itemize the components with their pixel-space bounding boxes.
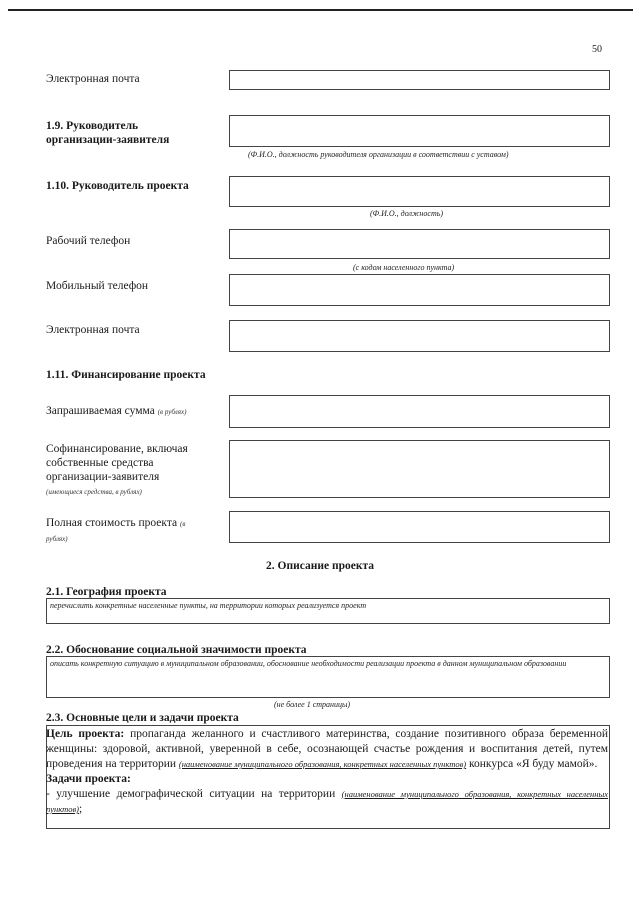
s22-hint: описать конкретную ситуацию в муниципальном образовании, обоснование необходимости реализации проекта в данном муниципальном образовании <box>50 659 567 668</box>
s22-caption: (не более 1 страницы) <box>274 700 351 709</box>
work-phone-field[interactable] <box>229 229 610 259</box>
mobile-label: Мобильный телефон <box>46 280 149 292</box>
total-field[interactable] <box>229 511 610 543</box>
task1-text: - улучшение демографической ситуации на территории <box>46 788 342 800</box>
page-number: 50 <box>592 44 602 55</box>
s22-title: 2.2. Обоснование социальной значимости проекта <box>46 644 307 656</box>
s22-box[interactable] <box>46 656 610 698</box>
head-proj-field[interactable] <box>229 176 610 207</box>
task1-hint: (наименование муниципального образования, конкретных населенных пунктов) <box>46 789 608 814</box>
cofinance-label-text: Софинансирование, включая собственные средства организации-заявителя <box>46 443 188 483</box>
s21-box[interactable] <box>46 598 610 624</box>
s23-content <box>46 727 608 817</box>
cofinance-label <box>46 442 211 499</box>
email2-field[interactable] <box>229 320 610 352</box>
total-label <box>46 516 206 546</box>
s21-title: 2.1. География проекта <box>46 586 167 598</box>
head-org-field[interactable] <box>229 115 610 147</box>
total-label-text: Полная стоимость проекта <box>46 517 178 529</box>
email2-label: Электронная почта <box>46 324 140 336</box>
work-phone-label: Рабочий телефон <box>46 235 131 247</box>
cofinance-field[interactable] <box>229 440 610 498</box>
head-proj-caption: (Ф.И.О., должность) <box>370 209 444 218</box>
goal-end: конкурса «Я буду мамой». <box>466 758 598 770</box>
s23-title: 2.3. Основные цели и задачи проекта <box>46 712 239 724</box>
goal-label: Цель проекта: <box>46 728 125 740</box>
head-org-label: 1.9. Руководитель организации-заявителя <box>46 120 170 146</box>
task1-end: ; <box>79 803 83 815</box>
work-phone-caption: (с кодом населенного пункта) <box>353 263 455 272</box>
goal-hint: (наименование муниципального образования, конкретных населенных пунктов) <box>178 759 467 769</box>
requested-unit: (в рублях) <box>157 408 187 416</box>
tasks-label: Задачи проекта: <box>46 773 131 785</box>
mobile-field[interactable] <box>229 274 610 306</box>
s21-hint: перечислить конкретные населенные пункты, на территории которых реализуется проект <box>50 601 367 610</box>
head-org-caption: (Ф.И.О., должность руководителя организации в соответствии с уставом) <box>248 150 509 159</box>
requested-label <box>46 404 186 419</box>
finance-heading: 1.11. Финансирование проекта <box>46 369 206 381</box>
goal-text: пропаганда желанного и счастливого материнства, создание позитивного образа беременной женщины: здоровой, активной, уверенной в себе, осознающей счастье рождения и воспитания детей, путем проведения на территории <box>46 728 608 770</box>
total-unit: (в рублях) <box>46 520 186 543</box>
section-2-title: 2. Описание проекта <box>266 560 374 572</box>
requested-label-text: Запрашиваемая сумма <box>46 405 155 417</box>
top-rule <box>8 9 633 11</box>
email-field[interactable] <box>229 70 610 90</box>
requested-field[interactable] <box>229 395 610 428</box>
cofinance-unit: (имеющиеся средства, в рублях) <box>46 488 142 496</box>
email-label: Электронная почта <box>46 73 140 85</box>
head-proj-label: 1.10. Руководитель проекта <box>46 180 189 192</box>
